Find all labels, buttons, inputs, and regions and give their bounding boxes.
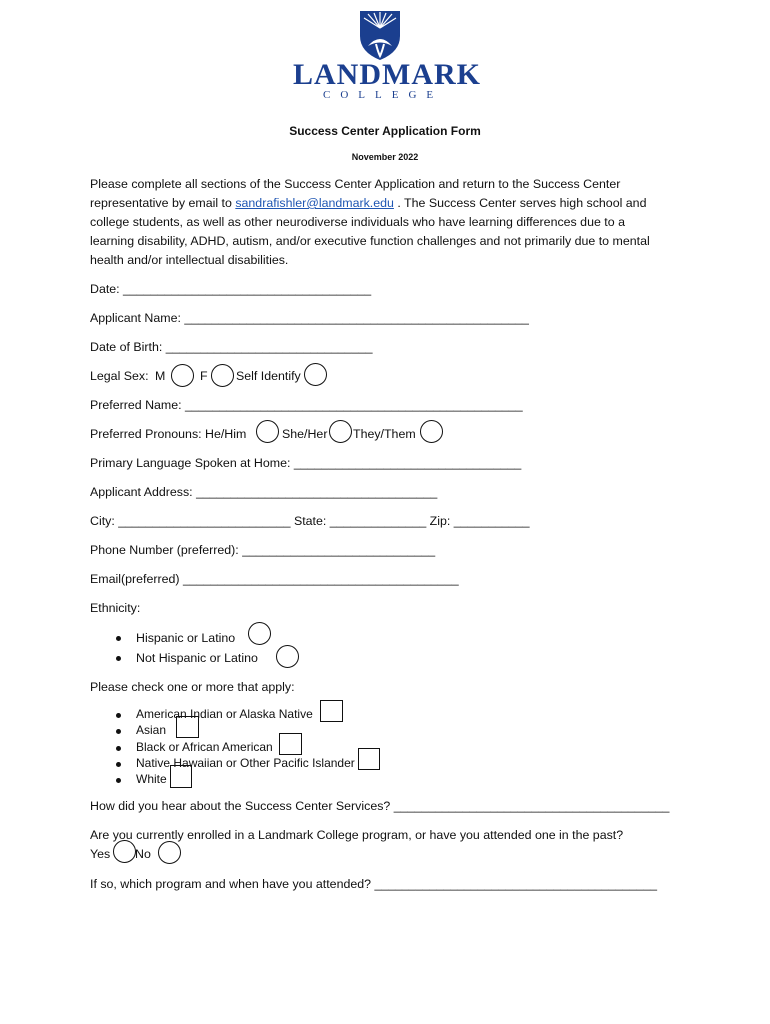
ethnicity-not-hispanic-radio[interactable] xyxy=(276,645,299,668)
pronoun-she-label: She/Her xyxy=(282,427,328,441)
email-field[interactable]: Email(preferred) ________________________________________ xyxy=(90,572,459,586)
race-black-checkbox[interactable] xyxy=(279,733,302,755)
race-american-indian-checkbox[interactable] xyxy=(320,700,343,722)
intro-line-1: Please complete all sections of the Success Center Application and return to the Success Center xyxy=(90,177,621,191)
bullet-icon xyxy=(116,729,121,734)
contact-email-link[interactable]: sandrafishler@landmark.edu xyxy=(235,196,394,210)
bullet-icon xyxy=(116,778,121,783)
legal-sex-label: Legal Sex: xyxy=(90,369,149,383)
bullet-icon xyxy=(116,713,121,718)
intro-line-4: learning disability, ADHD, autism, and/or executive function challenges and not primarily due to mental xyxy=(90,234,650,248)
ethnicity-hispanic-label: Hispanic or Latino xyxy=(136,631,236,645)
college-logo xyxy=(290,6,481,101)
race-white-label: White xyxy=(136,772,167,786)
pronoun-they-label: They/Them xyxy=(353,427,416,441)
bullet-icon xyxy=(116,656,121,661)
bullet-icon xyxy=(116,636,121,641)
applicant-address-field[interactable]: Applicant Address: ___________________________________ xyxy=(90,485,438,499)
ethnicity-hispanic-radio[interactable] xyxy=(248,622,271,645)
race-native-hawaiian-label: Native Hawaiian or Other Pacific Islander xyxy=(136,756,355,770)
enrolled-yes-radio[interactable] xyxy=(113,840,136,863)
sex-self-identify-radio[interactable] xyxy=(304,363,327,386)
race-american-indian-label: American Indian or Alaska Native xyxy=(136,707,313,721)
date-field[interactable]: Date: ____________________________________ xyxy=(90,282,372,296)
pronoun-they-radio[interactable] xyxy=(420,420,443,443)
ethnicity-not-hispanic-label: Not Hispanic or Latino xyxy=(136,651,258,665)
intro-line-3: college students, as well as other neurodiverse individuals who have learning differences due to a xyxy=(90,215,625,229)
pronouns-label: Preferred Pronouns: He/Him xyxy=(90,427,247,441)
primary-language-field[interactable]: Primary Language Spoken at Home: _________________________________ xyxy=(90,456,522,470)
bullet-icon xyxy=(116,746,121,751)
phone-field[interactable]: Phone Number (preferred): ____________________________ xyxy=(90,543,436,557)
logo-emblem-icon xyxy=(290,6,470,62)
race-black-label: Black or African American xyxy=(136,740,273,754)
applicant-name-field[interactable]: Applicant Name: __________________________________________________ xyxy=(90,311,529,325)
race-asian-label: Asian xyxy=(136,723,167,737)
form-title: Success Center Application Form xyxy=(289,124,481,138)
sex-self-identify-label: Self Identify xyxy=(236,369,301,383)
intro-line-2-start: representative by email to xyxy=(90,196,236,210)
race-native-hawaiian-checkbox[interactable] xyxy=(358,748,380,770)
date-of-birth-field[interactable]: Date of Birth: ______________________________ xyxy=(90,340,373,354)
form-date: November 2022 xyxy=(351,152,419,162)
sex-f-radio[interactable] xyxy=(211,364,234,387)
pronoun-she-radio[interactable] xyxy=(329,420,352,443)
logo-wordmark: LANDMARK xyxy=(293,58,481,91)
enrolled-no-label: No xyxy=(135,847,151,861)
intro-line-2-end: . The Success Center serves high school and xyxy=(393,196,647,210)
sex-m-label: M xyxy=(155,369,166,383)
race-check-label: Please check one or more that apply: xyxy=(90,680,295,694)
bullet-icon xyxy=(116,762,121,767)
logo-subtitle: COLLEGE xyxy=(323,89,444,101)
preferred-name-field[interactable]: Preferred Name: _________________________________________________ xyxy=(90,398,523,412)
hear-about-field[interactable]: How did you hear about the Success Center Services? ________________________________________ xyxy=(90,799,670,813)
race-white-checkbox[interactable] xyxy=(170,765,192,788)
sex-m-radio[interactable] xyxy=(171,364,194,387)
race-asian-checkbox[interactable] xyxy=(176,716,199,738)
enrolled-no-radio[interactable] xyxy=(158,841,181,864)
intro-line-5: health and/or intellectual disabilities. xyxy=(90,253,289,267)
pronoun-he-radio[interactable] xyxy=(256,420,279,443)
city-state-zip-field[interactable]: City: _________________________ State: ______________ Zip: ___________ xyxy=(90,514,530,528)
enrolled-question: Are you currently enrolled in a Landmark College program, or have you attended one in the past? xyxy=(90,828,624,842)
program-attended-field[interactable]: If so, which program and when have you attended? _________________________________________ xyxy=(90,877,658,891)
ethnicity-label: Ethnicity: xyxy=(90,601,141,615)
intro-line-2 xyxy=(90,196,646,211)
sex-f-label: F xyxy=(200,369,208,383)
enrolled-yes-label: Yes xyxy=(90,847,111,861)
